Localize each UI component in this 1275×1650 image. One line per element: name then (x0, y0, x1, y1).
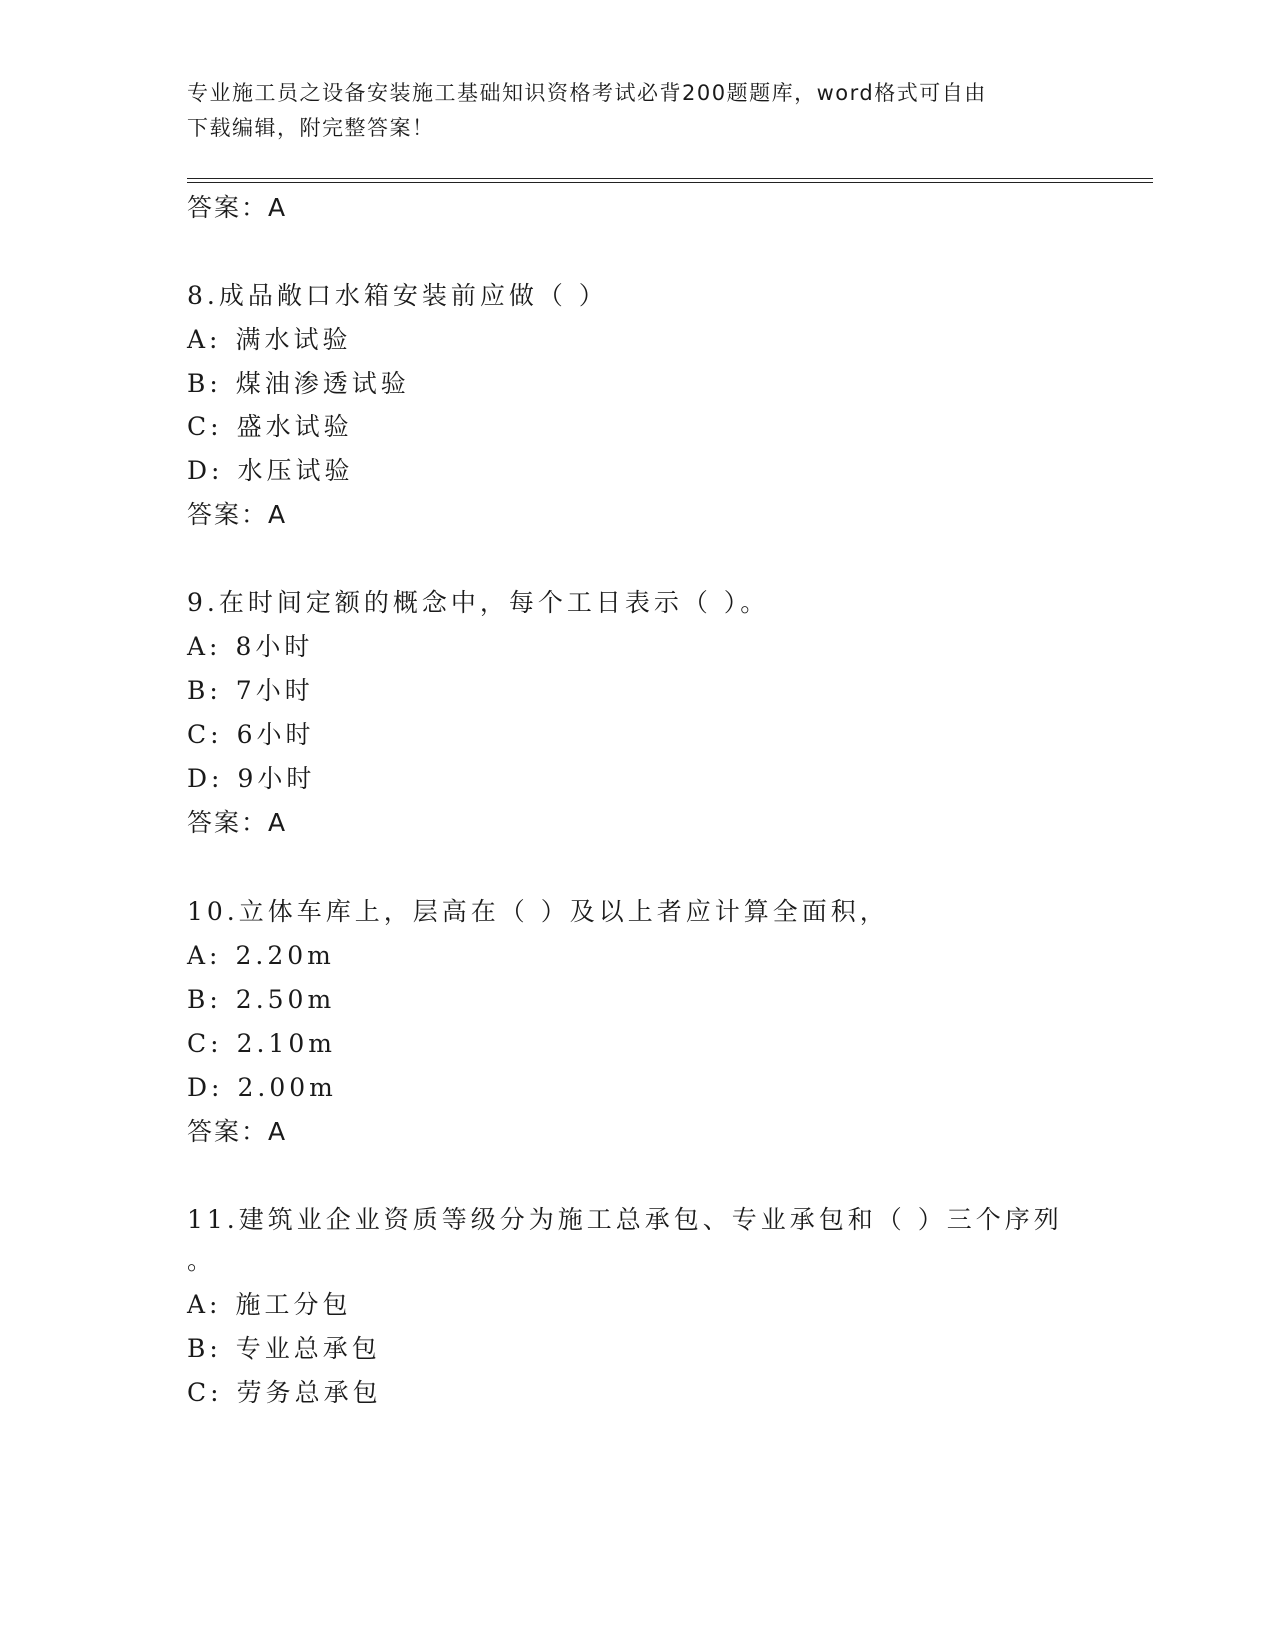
option-label: C: (187, 1378, 223, 1407)
option-label: B: (187, 985, 222, 1014)
option-text: 专业总承包 (235, 1334, 381, 1363)
option-label: A: (187, 941, 222, 970)
header-divider-bottom (187, 182, 1153, 183)
question-9-option-c (187, 720, 314, 750)
question-11-option-a (187, 1290, 352, 1320)
question-9-answer: 答案：A (187, 808, 288, 837)
option-label: C: (187, 412, 223, 441)
option-label: A: (187, 325, 222, 354)
question-10-option-c (187, 1029, 336, 1059)
option-text: 满水试验 (235, 325, 352, 354)
option-label: B: (187, 1334, 222, 1363)
option-label: D: (187, 456, 224, 485)
question-11-option-c (187, 1378, 382, 1408)
option-label: A: (187, 632, 222, 661)
question-10-option-b (187, 985, 335, 1015)
option-label: C: (187, 1029, 223, 1058)
question-9-option-a (187, 632, 313, 662)
header-line-2: 下载编辑，附完整答案！ (187, 116, 435, 140)
option-text: 8小时 (235, 632, 314, 661)
option-text: 劳务总承包 (236, 1378, 382, 1407)
option-label: C: (187, 720, 223, 749)
option-label: B: (187, 676, 222, 705)
question-8-answer: 答案：A (187, 500, 288, 529)
header-divider-top (187, 178, 1153, 179)
option-text: 9小时 (237, 764, 316, 793)
option-text: 煤油渗透试验 (235, 369, 410, 398)
option-label: B: (187, 369, 222, 398)
option-text: 水压试验 (237, 456, 354, 485)
question-10-stem: 10.立体车库上，层高在（ ）及以上者应计算全面积， (187, 897, 889, 926)
question-11-stem: 11.建筑业企业资质等级分为施工总承包、专业承包和（ ）三个序列 (187, 1205, 1063, 1234)
question-8-option-d (187, 456, 353, 486)
option-label: D: (187, 764, 224, 793)
header-line-1: 专业施工员之设备安装施工基础知识资格考试必背200题题库，word格式可自由 (187, 81, 987, 105)
option-text: 6小时 (236, 720, 315, 749)
question-8-option-c (187, 412, 353, 442)
question-8-option-a (187, 325, 352, 355)
document-header (187, 76, 1067, 146)
previous-answer: 答案：A (187, 193, 288, 222)
question-9-option-d (187, 764, 315, 794)
question-11-option-b (187, 1334, 381, 1364)
option-text: 施工分包 (235, 1290, 352, 1319)
question-10-answer: 答案：A (187, 1117, 288, 1146)
option-label: D: (187, 1073, 224, 1102)
option-label: A: (187, 1290, 222, 1319)
option-text: 7小时 (235, 676, 314, 705)
option-text: 2.00m (237, 1073, 337, 1102)
question-8-stem: 8.成品敞口水箱安装前应做（ ） (187, 281, 608, 310)
question-9-stem: 9.在时间定额的概念中，每个工日表示（ ）。 (187, 588, 770, 617)
question-11-stem-continuation: 。 (187, 1246, 217, 1275)
question-10-option-a (187, 941, 335, 971)
question-8-option-b (187, 369, 410, 399)
option-text: 2.20m (235, 941, 335, 970)
option-text: 盛水试验 (236, 412, 353, 441)
option-text: 2.10m (236, 1029, 336, 1058)
question-10-option-d (187, 1073, 337, 1103)
question-9-option-b (187, 676, 314, 706)
option-text: 2.50m (235, 985, 336, 1014)
